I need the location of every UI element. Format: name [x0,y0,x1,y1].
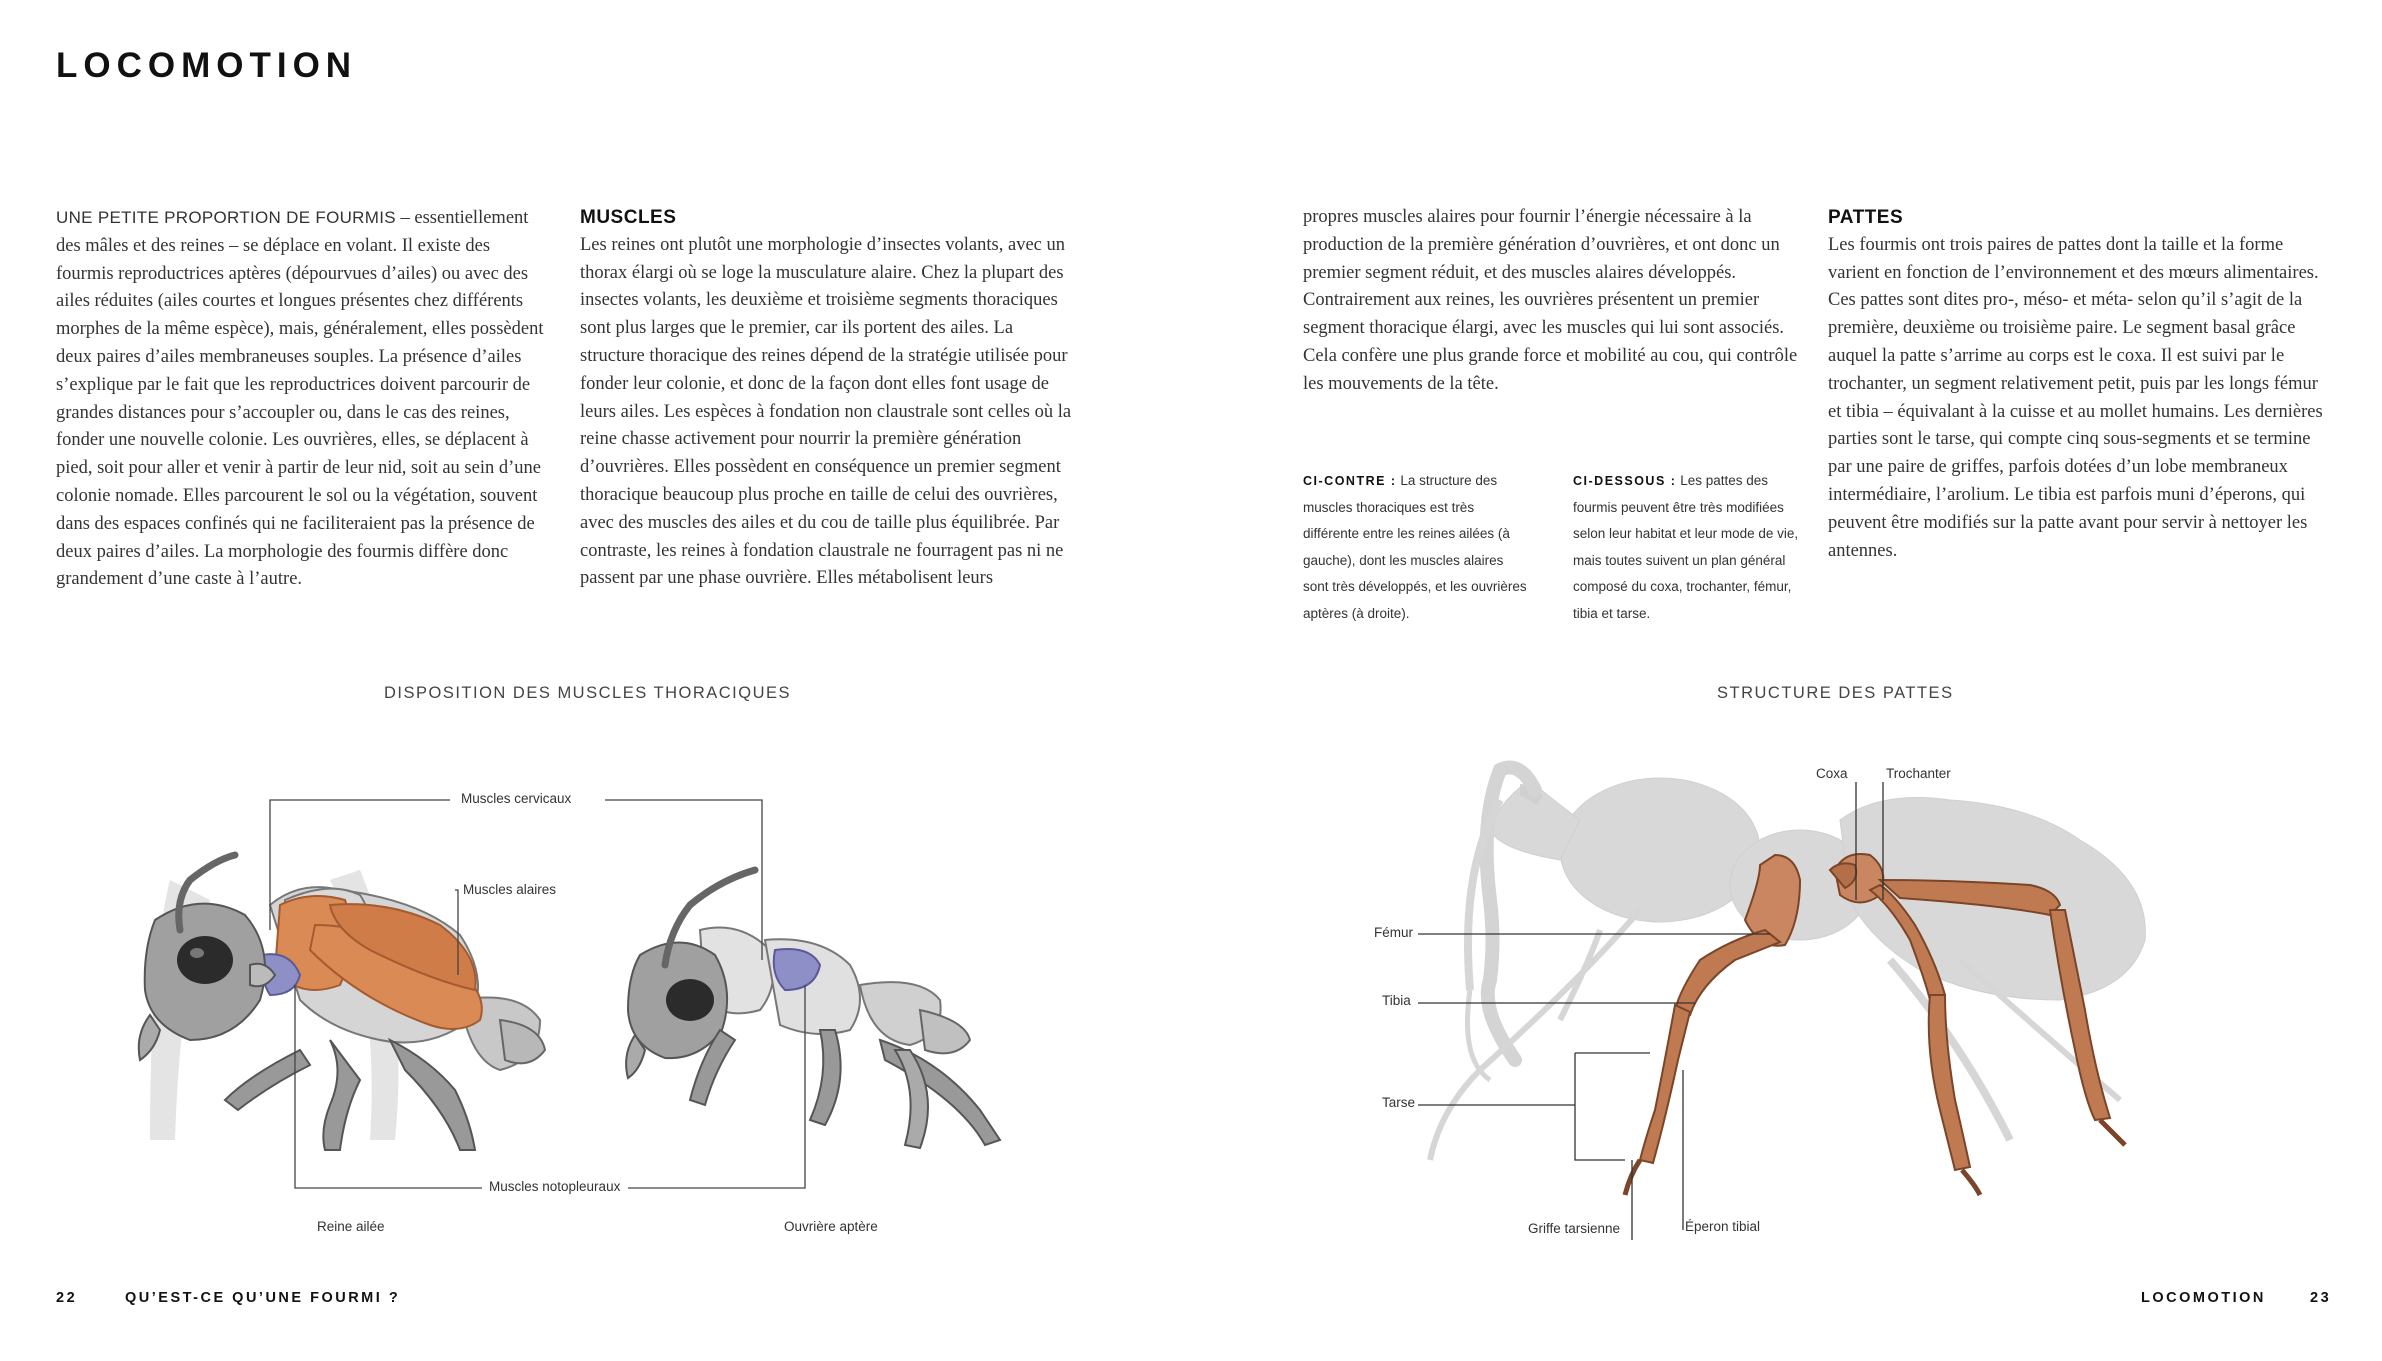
label-muscles-cervicaux: Muscles cervicaux [461,791,572,806]
pattes-heading: PATTES [1828,207,1904,228]
label-griffe-tarsienne: Griffe tarsienne [1528,1221,1621,1236]
caption-right-text: Les pattes des fourmis peuvent être très modifiées selon leur habitat et leur mode de vie, mais toutes suivent un plan général composé du coxa, trochanter, fémur, tibia et tarse. [1573,473,1799,621]
caption-left-head: CI-CONTRE : [1303,474,1397,488]
worker-illustration [626,870,1000,1148]
label-femur: Fémur [1374,925,1414,940]
figure-left-title: DISPOSITION DES MUSCLES THORACIQUES [384,684,792,702]
right-page-number: 23 [2310,1290,2332,1306]
intro-lead: UNE PETITE PROPORTION DE FOURMIS [56,208,396,227]
label-ouvriere-aptere: Ouvrière aptère [784,1219,878,1234]
pattes-text: Les fourmis ont trois paires de pattes dont la taille et la forme varient en fonction de l’environnement et des mœurs alimentaires. Ces pattes sont dites pro-, méso- et méta- selon qu’il s’agit de la première, deuxième ou troisième paire. Le segment basal grâce auquel la patte s’arrime au corps est le coxa. Il est suivi par le trochanter, un segment relativement petit, puis par les longs fémur et tibia – équivalant à la cuisse et au mollet humains. Les dernières parties sont le tarse, qui compte cinq sous-segments et se termine par une paire de griffes, parfois dotées d’un lobe membraneux intermédiaire, l’arolium. Le tibia est parfois muni d’éperons, qui peuvent être modifiés sur la patte avant pour servir à nettoyer les antennes. [1828,234,2323,561]
label-trochanter: Trochanter [1886,766,1951,781]
muscles-continued-text: propres muscles alaires pour fournir l’énergie nécessaire à la production de la première génération d’ouvrières, et ont donc un premier segment réduit, et des muscles alaires développés. Contrairement aux reines, les ouvrières présentent un premier segment thoracique élargi, avec les muscles qui lui sont associés. Cela confère une plus grande force et mobilité au cou, qui contrôle les mouvements de la tête. [1303,207,1798,394]
right-running-title: LOCOMOTION [2141,1290,2266,1306]
label-muscles-alaires: Muscles alaires [463,882,557,897]
figure-right-title: STRUCTURE DES PATTES [1717,684,1954,702]
intro-text: – essentiellement des mâles et des reines – se déplace en volant. Il existe des fourmis reproductrices aptères (dépourvues d’ailes) ou avec des ailes réduites (ailes courtes et longues présentes chez différents morphes de la même espèce), mais, généralement, elles possèdent deux paires d’ailes membraneuses souples. La présence d’ailes s’explique par le fait que les reproductrices doivent parcourir de grandes distances pour s’accoupler ou, dans le cas des reines, fonder une nouvelle colonie. Les ouvrières, elles, se déplacent à pied, soit pour aller et venir à partir de leur nid, soit au sein d’une colonie nomade. Elles parcourent le sol ou la végétation, souvent dans des espaces confinés qui ne faciliteraient pas la présence de deux paires d’ailes. La morphologie des fourmis diffère donc grandement d’une caste à l’autre. [56,208,544,590]
left-page-number: 22 [56,1290,78,1306]
caption-right-head: CI-DESSOUS : [1573,474,1677,488]
muscles-heading: MUSCLES [580,207,677,228]
page-title: LOCOMOTION [56,46,358,85]
left-running-title: QU’EST-CE QU’UNE FOURMI ? [125,1290,401,1306]
label-coxa: Coxa [1816,766,1848,781]
label-tibia: Tibia [1382,993,1411,1008]
ant-silhouette [1430,768,2145,1161]
label-tarse: Tarse [1382,1095,1416,1110]
leg-structure-diagram [1191,0,2382,1361]
muscles-text: Les reines ont plutôt une morphologie d’insectes volants, avec un thorax élargi où se loge la musculature alaire. Chez la plupart des insectes volants, les deuxième et troisième segments thoraciques sont plus larges que le premier, car ils portent des ailes. La structure thoracique des reines dépend de la stratégie utilisée pour fonder leur colonie, et donc de la façon dont elles font usage de leurs ailes. Les espèces à fondation non claustrale sont celles où la reine chasse activement pour nourrir la première génération d’ouvrières. Elles possèdent en conséquence un premier segment thoracique beaucoup plus proche en taille de celui des ouvrières, avec des muscles des ailes et du cou de taille plus équilibrée. Par contraste, les reines à fondation claustrale ne fourragent pas ni ne passent par une phase ouvrière. Elles métabolisent leurs [580,234,1072,589]
caption-left-text: La structure des muscles thoraciques est très différente entre les reines ailées (à gauche), dont les muscles alaires sont très développés, et les ouvrières aptères (à droite). [1303,473,1527,621]
label-eperon-tibial: Éperon tibial [1685,1219,1761,1234]
label-reine-ailee: Reine ailée [317,1219,385,1234]
label-muscles-notopleuraux: Muscles notopleuraux [489,1179,621,1194]
